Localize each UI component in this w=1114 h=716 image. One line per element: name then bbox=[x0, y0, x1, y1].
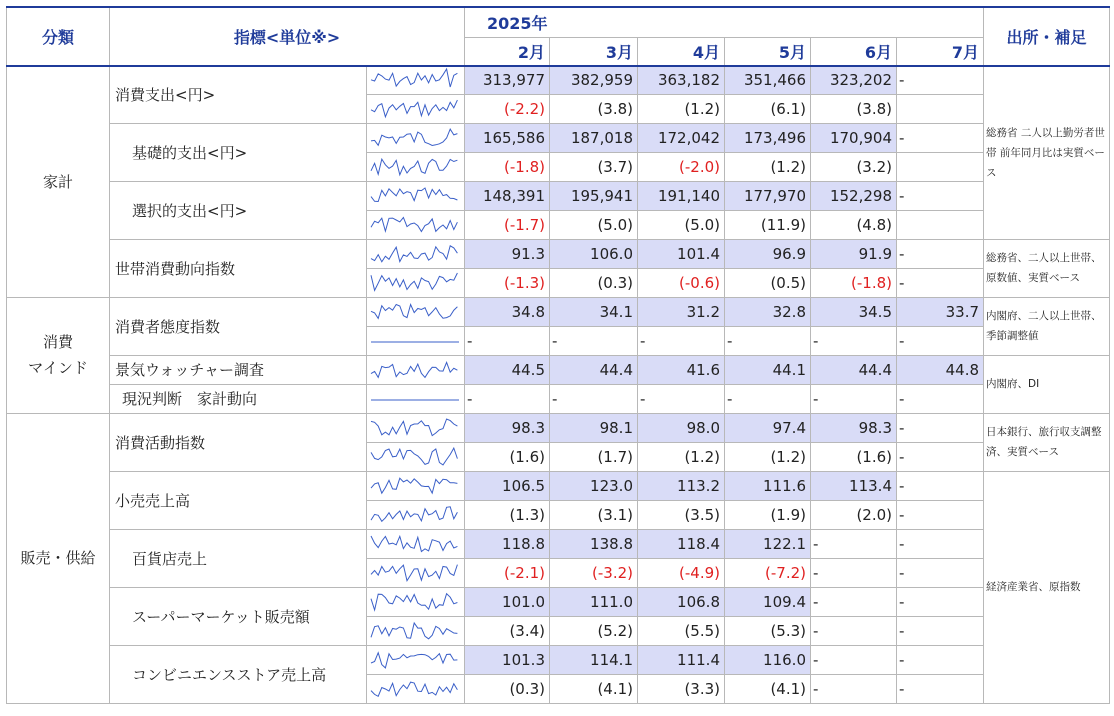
indicator-label: 景気ウォッチャー調査 bbox=[110, 355, 367, 384]
level-value: 173,496 bbox=[725, 123, 811, 152]
table-row bbox=[7, 587, 1110, 616]
level-value: 96.9 bbox=[725, 239, 811, 268]
change-value: (5.2) bbox=[550, 616, 638, 645]
header-month: 3月 bbox=[550, 37, 638, 66]
level-value: 351,466 bbox=[725, 66, 811, 94]
header-category: 分類 bbox=[7, 7, 110, 66]
change-sparkline bbox=[367, 154, 463, 180]
indicator-label: 選択的支出<円> bbox=[110, 181, 367, 239]
change-value: (4.1) bbox=[550, 674, 638, 703]
indicator-label: 現況判断 家計動向 bbox=[110, 384, 367, 413]
table-row bbox=[7, 384, 1110, 413]
change-value: - bbox=[897, 384, 984, 413]
level-value: 101.4 bbox=[638, 239, 725, 268]
change-value: - bbox=[897, 616, 984, 645]
indicator-label: 消費者態度指数 bbox=[110, 297, 367, 355]
level-value: 116.0 bbox=[725, 645, 811, 674]
change-value: - bbox=[550, 384, 638, 413]
change-value: (1.2) bbox=[638, 442, 725, 471]
level-sparkline bbox=[367, 299, 463, 325]
change-value: (1.2) bbox=[725, 152, 811, 181]
level-sparkline bbox=[367, 125, 463, 151]
source-note: 総務省、二人以上世帯、原数値、実質ベース bbox=[984, 239, 1110, 297]
indicator-label: スーパーマーケット販売額 bbox=[110, 587, 367, 645]
change-sparkline bbox=[367, 386, 463, 412]
change-value: (-1.7) bbox=[465, 210, 550, 239]
level-sparkline bbox=[367, 473, 463, 499]
level-value: 122.1 bbox=[725, 529, 811, 558]
level-value: 165,586 bbox=[465, 123, 550, 152]
source-note: 総務省 二人以上勤労者世帯 前年同月比は実質ベース bbox=[984, 66, 1110, 239]
indicator-label: 消費活動指数 bbox=[110, 413, 367, 471]
level-value: 109.4 bbox=[725, 587, 811, 616]
change-sparkline bbox=[367, 270, 463, 296]
sparkline-cell bbox=[367, 152, 465, 181]
change-value: - bbox=[811, 674, 897, 703]
table-row bbox=[7, 471, 1110, 500]
level-value: 98.1 bbox=[550, 413, 638, 442]
level-value: 34.5 bbox=[811, 297, 897, 326]
change-value: - bbox=[725, 384, 811, 413]
change-value: - bbox=[897, 674, 984, 703]
level-sparkline bbox=[367, 531, 463, 557]
level-value: 44.1 bbox=[725, 355, 811, 384]
level-value: 323,202 bbox=[811, 66, 897, 94]
table-row bbox=[7, 529, 1110, 558]
header-month: 4月 bbox=[638, 37, 725, 66]
level-value: 177,970 bbox=[725, 181, 811, 210]
level-sparkline bbox=[367, 647, 463, 673]
change-value: (11.9) bbox=[725, 210, 811, 239]
level-value: 98.3 bbox=[811, 413, 897, 442]
source-note: 日本銀行、旅行収支調整済、実質ベース bbox=[984, 413, 1110, 471]
change-value: (0.3) bbox=[550, 268, 638, 297]
level-value: 363,182 bbox=[638, 66, 725, 94]
change-sparkline bbox=[367, 502, 463, 528]
sparkline-cell bbox=[367, 616, 465, 645]
level-value: - bbox=[897, 471, 984, 500]
change-sparkline bbox=[367, 676, 463, 702]
level-value: 106.0 bbox=[550, 239, 638, 268]
change-value: (1.6) bbox=[465, 442, 550, 471]
level-value: - bbox=[897, 413, 984, 442]
table-row bbox=[7, 413, 1110, 442]
sparkline-cell bbox=[367, 529, 465, 558]
change-value: (1.7) bbox=[550, 442, 638, 471]
change-value: (5.0) bbox=[550, 210, 638, 239]
level-value: 106.8 bbox=[638, 587, 725, 616]
category-label: 消費 bbox=[42, 333, 73, 351]
level-value: - bbox=[897, 587, 984, 616]
change-value: - bbox=[897, 558, 984, 587]
level-value: 170,904 bbox=[811, 123, 897, 152]
level-value: - bbox=[897, 123, 984, 152]
header-month: 5月 bbox=[725, 37, 811, 66]
level-value: 111.0 bbox=[550, 587, 638, 616]
change-value: - bbox=[550, 326, 638, 355]
change-value: (3.7) bbox=[550, 152, 638, 181]
indicator-label: 百貨店売上 bbox=[110, 529, 367, 587]
level-value: 195,941 bbox=[550, 181, 638, 210]
change-value: (4.8) bbox=[811, 210, 897, 239]
level-value: 34.1 bbox=[550, 297, 638, 326]
level-value: - bbox=[897, 66, 984, 94]
table-row bbox=[7, 66, 1110, 94]
level-value: 34.8 bbox=[465, 297, 550, 326]
change-value: (-2.0) bbox=[638, 152, 725, 181]
level-value: - bbox=[897, 529, 984, 558]
level-sparkline bbox=[367, 67, 463, 93]
sparkline-cell bbox=[367, 239, 465, 268]
sparkline-cell bbox=[367, 355, 465, 384]
change-value: - bbox=[725, 326, 811, 355]
table-row bbox=[7, 123, 1110, 152]
sparkline-cell bbox=[367, 384, 465, 413]
level-value: 187,018 bbox=[550, 123, 638, 152]
change-value: (5.5) bbox=[638, 616, 725, 645]
header-source: 出所・補足 bbox=[984, 7, 1110, 66]
sparkline-cell bbox=[367, 674, 465, 703]
change-sparkline bbox=[367, 328, 463, 354]
level-sparkline bbox=[367, 241, 463, 267]
change-value: (2.0) bbox=[811, 500, 897, 529]
level-value: 91.9 bbox=[811, 239, 897, 268]
change-value: (1.9) bbox=[725, 500, 811, 529]
indicator-label: 小売売上高 bbox=[110, 471, 367, 529]
change-value: (6.1) bbox=[725, 94, 811, 123]
change-value: (-7.2) bbox=[725, 558, 811, 587]
level-value: 101.0 bbox=[465, 587, 550, 616]
change-value bbox=[897, 152, 984, 181]
statistics-table bbox=[6, 6, 1110, 704]
change-sparkline bbox=[367, 212, 463, 238]
level-sparkline bbox=[367, 415, 463, 441]
change-sparkline bbox=[367, 618, 463, 644]
table-row bbox=[7, 645, 1110, 674]
change-sparkline bbox=[367, 96, 463, 122]
change-value: (1.2) bbox=[638, 94, 725, 123]
change-value: (3.8) bbox=[550, 94, 638, 123]
header-month: 7月 bbox=[897, 37, 984, 66]
sparkline-cell bbox=[367, 94, 465, 123]
source-note: 経済産業省、原指数 bbox=[984, 471, 1110, 703]
sparkline-cell bbox=[367, 123, 465, 152]
change-sparkline bbox=[367, 560, 463, 586]
sparkline-cell bbox=[367, 471, 465, 500]
header-month: 2月 bbox=[465, 37, 550, 66]
change-value: (-0.6) bbox=[638, 268, 725, 297]
level-value: 33.7 bbox=[897, 297, 984, 326]
change-value: (5.3) bbox=[725, 616, 811, 645]
change-value: - bbox=[811, 616, 897, 645]
indicator-label: コンビニエンスストア売上高 bbox=[110, 645, 367, 703]
change-value: - bbox=[897, 500, 984, 529]
level-value: - bbox=[811, 645, 897, 674]
change-value: (5.0) bbox=[638, 210, 725, 239]
change-value: - bbox=[811, 558, 897, 587]
change-value: (1.2) bbox=[725, 442, 811, 471]
change-value: (0.5) bbox=[725, 268, 811, 297]
sparkline-cell bbox=[367, 587, 465, 616]
level-value: 172,042 bbox=[638, 123, 725, 152]
level-value: 111.6 bbox=[725, 471, 811, 500]
change-value: (4.1) bbox=[725, 674, 811, 703]
level-value: 31.2 bbox=[638, 297, 725, 326]
change-value: (3.2) bbox=[811, 152, 897, 181]
category-cell bbox=[7, 66, 110, 297]
category-label: 販売・供給 bbox=[20, 549, 96, 567]
change-value bbox=[897, 210, 984, 239]
table-row bbox=[7, 355, 1110, 384]
change-value: - bbox=[897, 326, 984, 355]
change-value: - bbox=[638, 326, 725, 355]
indicator-label: 世帯消費動向指数 bbox=[110, 239, 367, 297]
change-value: (-2.1) bbox=[465, 558, 550, 587]
change-value: (-4.9) bbox=[638, 558, 725, 587]
change-value: (1.6) bbox=[811, 442, 897, 471]
level-value: 91.3 bbox=[465, 239, 550, 268]
header-year: 2025年 bbox=[465, 7, 984, 37]
level-value: 44.5 bbox=[465, 355, 550, 384]
category-cell bbox=[7, 297, 110, 413]
header-indicator: 指標<単位※> bbox=[110, 7, 465, 66]
indicator-label: 消費支出<円> bbox=[110, 66, 367, 123]
level-value: 138.8 bbox=[550, 529, 638, 558]
sparkline-cell bbox=[367, 442, 465, 471]
sparkline-cell bbox=[367, 645, 465, 674]
level-value: 123.0 bbox=[550, 471, 638, 500]
sparkline-cell bbox=[367, 500, 465, 529]
level-value: 118.4 bbox=[638, 529, 725, 558]
sparkline-cell bbox=[367, 66, 465, 94]
level-value: - bbox=[811, 587, 897, 616]
change-value: (3.8) bbox=[811, 94, 897, 123]
sparkline-cell bbox=[367, 210, 465, 239]
change-value: (-1.3) bbox=[465, 268, 550, 297]
table-body bbox=[7, 66, 1110, 703]
sparkline-cell bbox=[367, 413, 465, 442]
change-value: (1.3) bbox=[465, 500, 550, 529]
table-row bbox=[7, 297, 1110, 326]
change-value: (0.3) bbox=[465, 674, 550, 703]
level-value: 152,298 bbox=[811, 181, 897, 210]
change-value: - bbox=[811, 384, 897, 413]
change-sparkline bbox=[367, 444, 463, 470]
change-value: - bbox=[811, 326, 897, 355]
sparkline-cell bbox=[367, 558, 465, 587]
level-value: 382,959 bbox=[550, 66, 638, 94]
level-value: 113.4 bbox=[811, 471, 897, 500]
change-value: (-1.8) bbox=[811, 268, 897, 297]
level-value: 98.3 bbox=[465, 413, 550, 442]
level-value: - bbox=[897, 645, 984, 674]
level-value: - bbox=[897, 181, 984, 210]
level-value: 106.5 bbox=[465, 471, 550, 500]
sparkline-cell bbox=[367, 268, 465, 297]
change-value: - bbox=[897, 442, 984, 471]
source-note: 内閣府、DI bbox=[984, 355, 1110, 413]
change-value: (-3.2) bbox=[550, 558, 638, 587]
sparkline-cell bbox=[367, 326, 465, 355]
change-value bbox=[897, 94, 984, 123]
level-value: 101.3 bbox=[465, 645, 550, 674]
change-value: (3.1) bbox=[550, 500, 638, 529]
source-note: 内閣府、二人以上世帯、季節調整値 bbox=[984, 297, 1110, 355]
level-value: 44.4 bbox=[811, 355, 897, 384]
level-value: 111.4 bbox=[638, 645, 725, 674]
change-value: - bbox=[465, 384, 550, 413]
level-value: 41.6 bbox=[638, 355, 725, 384]
level-value: 32.8 bbox=[725, 297, 811, 326]
level-value: 191,140 bbox=[638, 181, 725, 210]
category-cell bbox=[7, 413, 110, 703]
change-value: (3.3) bbox=[638, 674, 725, 703]
category-label: マインド bbox=[28, 359, 88, 377]
level-value: 44.8 bbox=[897, 355, 984, 384]
level-sparkline bbox=[367, 357, 463, 383]
indicator-label: 基礎的支出<円> bbox=[110, 123, 367, 181]
table-row bbox=[7, 181, 1110, 210]
change-value: - bbox=[897, 268, 984, 297]
level-sparkline bbox=[367, 183, 463, 209]
level-value: 118.8 bbox=[465, 529, 550, 558]
level-sparkline bbox=[367, 589, 463, 615]
table-row bbox=[7, 239, 1110, 268]
level-value: 44.4 bbox=[550, 355, 638, 384]
level-value: 148,391 bbox=[465, 181, 550, 210]
change-value: - bbox=[638, 384, 725, 413]
sparkline-cell bbox=[367, 297, 465, 326]
change-value: (3.5) bbox=[638, 500, 725, 529]
level-value: 113.2 bbox=[638, 471, 725, 500]
sparkline-cell bbox=[367, 181, 465, 210]
level-value: - bbox=[811, 529, 897, 558]
level-value: 313,977 bbox=[465, 66, 550, 94]
level-value: - bbox=[897, 239, 984, 268]
category-label: 家計 bbox=[42, 172, 73, 191]
level-value: 114.1 bbox=[550, 645, 638, 674]
level-value: 98.0 bbox=[638, 413, 725, 442]
level-value: 97.4 bbox=[725, 413, 811, 442]
change-value: - bbox=[465, 326, 550, 355]
change-value: (-1.8) bbox=[465, 152, 550, 181]
change-value: (3.4) bbox=[465, 616, 550, 645]
change-value: (-2.2) bbox=[465, 94, 550, 123]
header-month: 6月 bbox=[811, 37, 897, 66]
